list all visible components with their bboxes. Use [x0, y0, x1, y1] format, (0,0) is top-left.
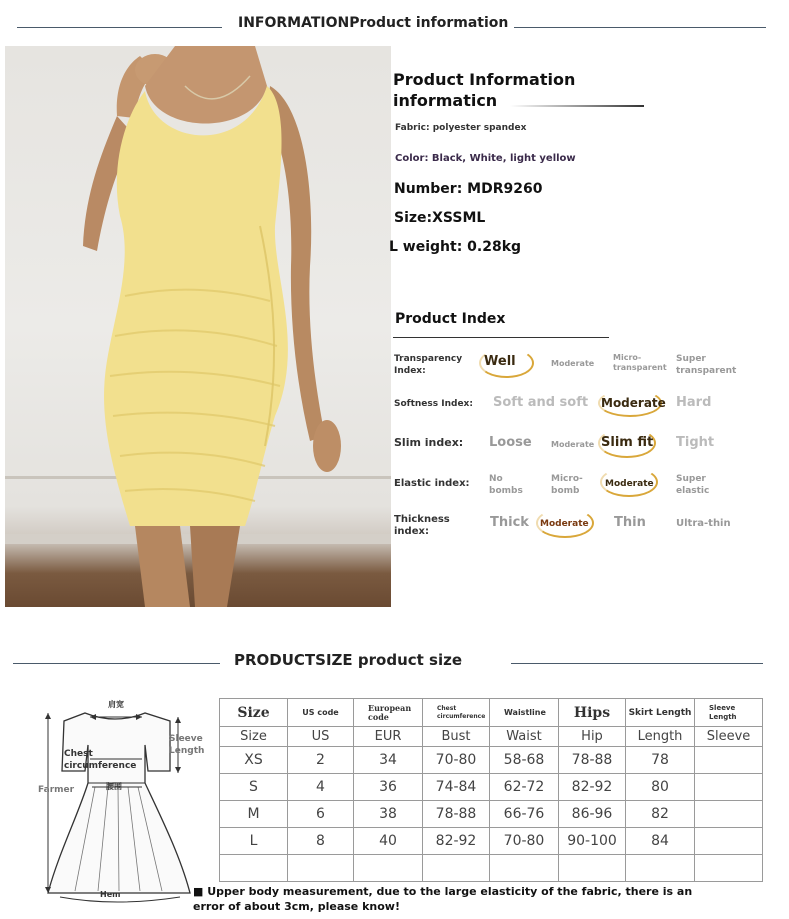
index-label-thickness: Thickness index: — [394, 514, 450, 537]
table-cell: 78-88 — [559, 747, 626, 774]
table-cell: 58-68 — [490, 747, 559, 774]
measurement-note: ■ Upper body measurement, due to the large elasticity of the fabric, there is an error of about 3cm, please know! — [193, 885, 693, 913]
weight-text: L weight: 0.28kg — [389, 239, 522, 255]
option-well: Well — [484, 354, 516, 369]
header-cell: US code — [288, 699, 354, 727]
index-label-slim: Slim index: — [394, 436, 464, 449]
table-cell: S — [220, 774, 288, 801]
header-cell: US — [288, 727, 354, 747]
table-cell: 82-92 — [423, 828, 490, 855]
header-line-left — [17, 27, 222, 28]
option-thick: Thick — [490, 515, 529, 530]
header-cell: Waist — [490, 727, 559, 747]
table-cell — [423, 855, 490, 882]
length-label: Farmer — [38, 785, 75, 795]
header-cell: Bust — [423, 727, 490, 747]
option-loose: Loose — [489, 435, 532, 450]
table-cell — [354, 855, 423, 882]
option-micro-bomb: Micro- bomb — [551, 474, 583, 496]
size-header-line-right — [511, 663, 763, 664]
table-cell: 2 — [288, 747, 354, 774]
table-cell: 86-96 — [559, 801, 626, 828]
header-line-right — [514, 27, 766, 28]
table-cell — [695, 747, 763, 774]
table-cell — [695, 774, 763, 801]
waist-label: 腰围 — [106, 782, 122, 791]
product-index-underline — [393, 337, 609, 338]
product-info-title: Product Information — [393, 70, 576, 89]
option-micro-transparent: Micro- transparent — [613, 353, 667, 372]
table-cell: 36 — [354, 774, 423, 801]
sleeve-label: Sleeve Length — [169, 734, 205, 756]
table-row — [220, 747, 763, 774]
table-row — [220, 855, 763, 882]
table-cell: 74-84 — [423, 774, 490, 801]
table-cell — [695, 801, 763, 828]
option-moderate: Moderate — [540, 519, 589, 529]
info-header-title: INFORMATIONProduct information — [238, 15, 509, 31]
fabric-text: Fabric: polyester spandex — [395, 123, 527, 133]
shoulder-label: 肩宽 — [108, 700, 124, 709]
table-cell — [490, 855, 559, 882]
color-text: Color: Black, White, light yellow — [395, 153, 576, 164]
table-cell: 78 — [626, 747, 695, 774]
dress-measurement-diagram — [30, 695, 220, 905]
product-index-title: Product Index — [395, 311, 506, 327]
option-tight: Tight — [676, 435, 715, 450]
index-label-elastic: Elastic index: — [394, 478, 470, 489]
option-super-elastic: Super elastic — [676, 474, 710, 496]
table-row — [220, 828, 763, 855]
header-cell: Chest circumference — [423, 699, 490, 727]
table-cell — [559, 855, 626, 882]
option-moderate: Moderate — [605, 479, 654, 489]
table-cell: 78-88 — [423, 801, 490, 828]
chest-label: Chest circumference — [64, 749, 137, 771]
table-cell: 80 — [626, 774, 695, 801]
table-cell: 70-80 — [423, 747, 490, 774]
header-cell: Size — [220, 727, 288, 747]
size-table — [219, 698, 763, 882]
header-cell: Size — [220, 699, 288, 727]
option-moderate: Moderate — [551, 359, 595, 368]
product-photo — [5, 46, 391, 607]
product-info-subtitle: informaticn — [393, 91, 498, 110]
table-cell: 70-80 — [490, 828, 559, 855]
table-cell: M — [220, 801, 288, 828]
table-cell — [220, 855, 288, 882]
table-cell: 90-100 — [559, 828, 626, 855]
size-text: Size:XSSML — [394, 210, 486, 226]
size-header-title: PRODUCTSIZE product size — [234, 651, 463, 669]
table-row — [220, 801, 763, 828]
table-cell: 34 — [354, 747, 423, 774]
table-cell: 66-76 — [490, 801, 559, 828]
hem-label: Hem — [100, 890, 121, 899]
table-cell — [626, 855, 695, 882]
header-cell: Length — [626, 727, 695, 747]
header-cell: Sleeve Length — [695, 699, 763, 727]
size-header-line-left — [13, 663, 220, 664]
table-cell — [695, 828, 763, 855]
index-label-softness: Softness Index: — [394, 399, 473, 409]
header-cell: European code — [354, 699, 423, 727]
table-cell: 40 — [354, 828, 423, 855]
number-text: Number: MDR9260 — [394, 181, 543, 197]
header-cell: EUR — [354, 727, 423, 747]
table-cell: 62-72 — [490, 774, 559, 801]
option-moderate: Moderate — [551, 440, 595, 449]
title-underline — [510, 105, 644, 107]
header-cell: Skirt Length — [626, 699, 695, 727]
option-no-bombs: No bombs — [489, 474, 523, 496]
table-row — [220, 774, 763, 801]
table-subheader-row — [220, 727, 763, 747]
option-ultra-thin: Ultra-thin — [676, 518, 731, 529]
option-soft-and-soft: Soft and soft — [493, 395, 589, 410]
header-cell: Hips — [559, 699, 626, 727]
table-cell: L — [220, 828, 288, 855]
table-cell: 8 — [288, 828, 354, 855]
header-cell: Hip — [559, 727, 626, 747]
option-hard: Hard — [676, 395, 712, 410]
option-thin: Thin — [614, 515, 646, 530]
header-cell: Waistline — [490, 699, 559, 727]
table-cell: 82-92 — [559, 774, 626, 801]
table-cell: 4 — [288, 774, 354, 801]
table-cell: 38 — [354, 801, 423, 828]
table-cell: 82 — [626, 801, 695, 828]
table-header-row — [220, 699, 763, 727]
table-cell: 6 — [288, 801, 354, 828]
table-cell: XS — [220, 747, 288, 774]
option-slim-fit: Slim fit — [601, 435, 654, 450]
table-cell — [288, 855, 354, 882]
header-cell: Sleeve — [695, 727, 763, 747]
index-label-transparency: Transparency Index: — [394, 354, 463, 376]
option-moderate: Moderate — [601, 396, 666, 410]
table-cell — [695, 855, 763, 882]
table-cell: 84 — [626, 828, 695, 855]
model-illustration — [5, 46, 391, 607]
option-super-transparent: Super transparent — [676, 354, 737, 376]
